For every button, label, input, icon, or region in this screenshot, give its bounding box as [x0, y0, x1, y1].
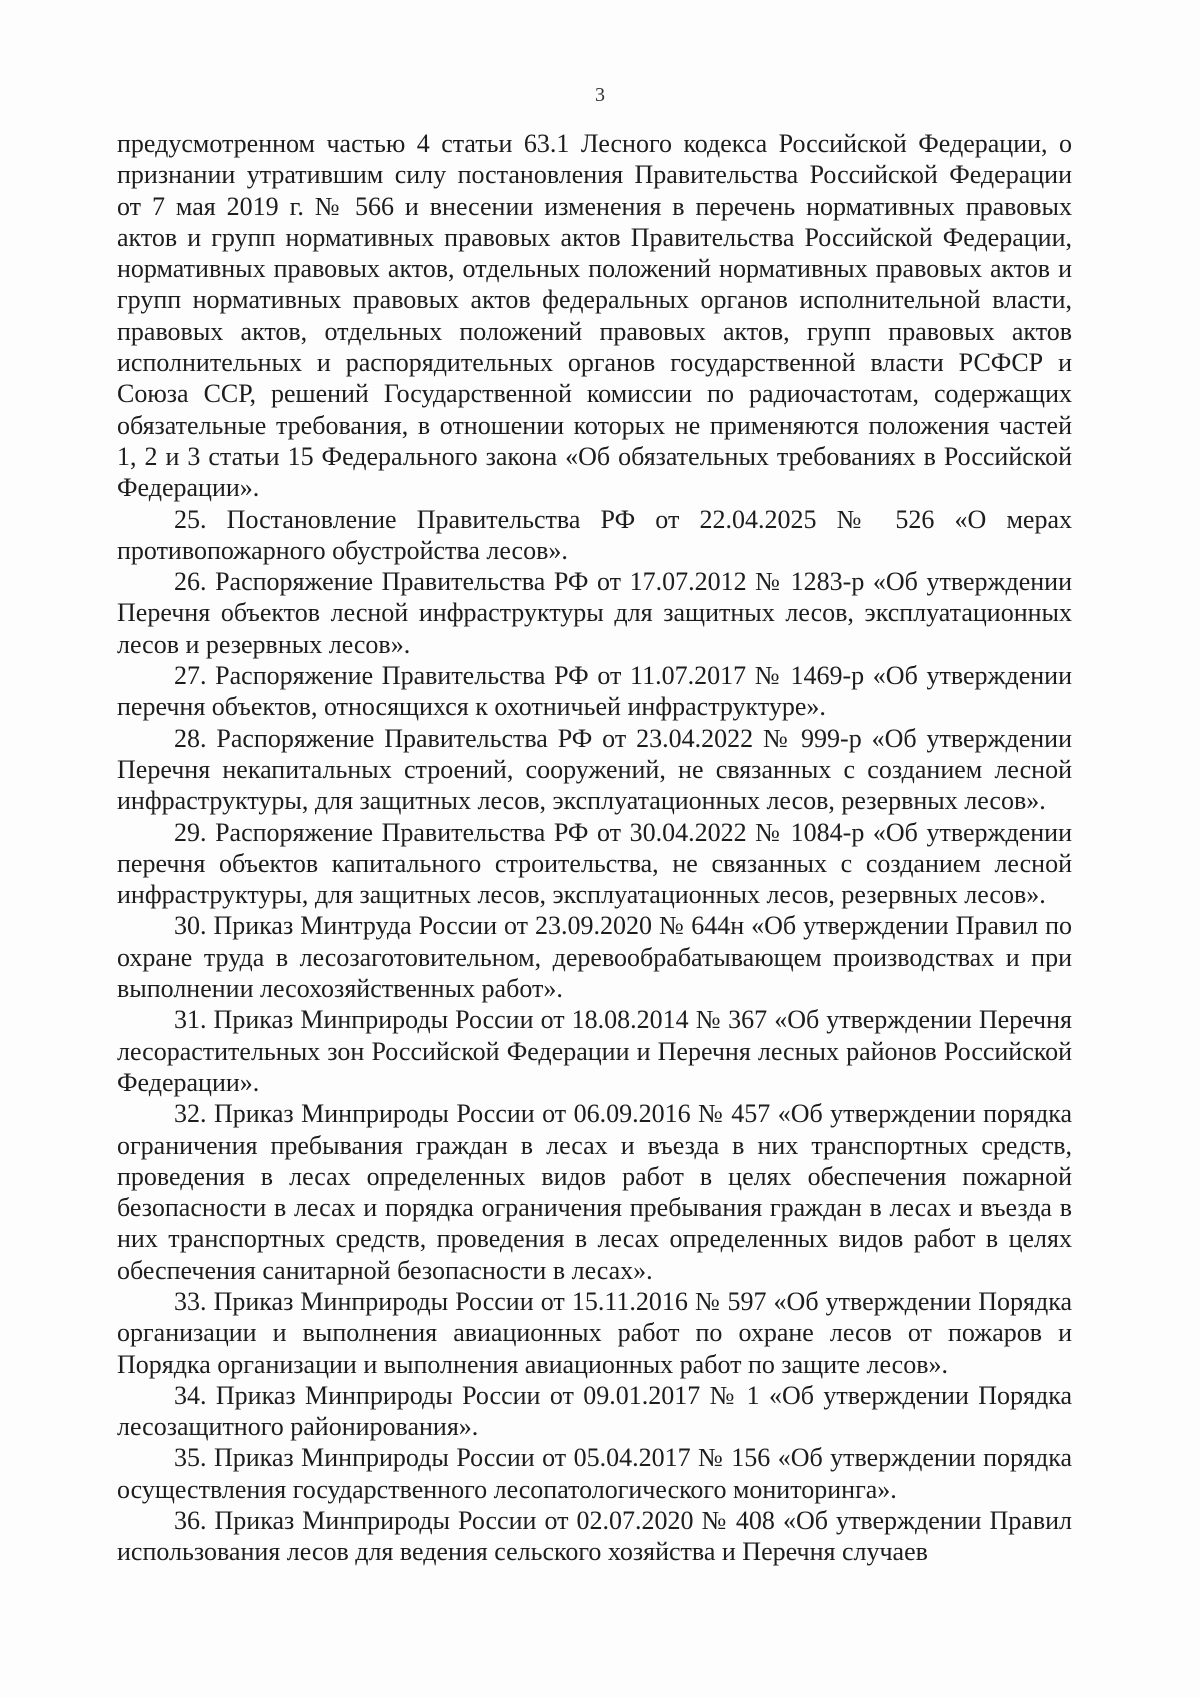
lead-paragraph: предусмотренном частью 4 статьи 63.1 Лесного кодекса Российской Федерации, о признании утратившим силу постановления Правительства Российской Федерации от 7 мая 2019 г. № 566 и внесении изменения в перечень нормативных правовых актов и групп нормативных правовых актов Правительства Российской Федерации, нормативных правовых актов, отдельных положений нормативных правовых актов и групп нормативных правовых актов федеральных органов исполнительной власти, правовых актов, отдельных положений правовых актов, групп правовых актов исполнительных и распорядительных органов государственной власти РСФСР и Союза ССР, решений Государственной комиссии по радиочастотам, содержащих обязательные требования, в отношении которых не применяются положения частей 1, 2 и 3 статьи 15 Федерального закона «Об обязательных требованиях в Российской Федерации».	[117, 129, 1072, 503]
list-item: 32. Приказ Минприроды России от 06.09.2016 № 457 «Об утверждении порядка ограничения пребывания граждан в лесах и въезда в них транспортных средств, проведения в лесах определенных видов работ в целях обеспечения пожарной безопасности в лесах и порядка ограничения пребывания граждан в лесах и въезда в них транспортных средств, проведения в лесах определенных видов работ в целях обеспечения санитарной безопасности в лесах».	[117, 1099, 1072, 1285]
list-item: 27. Распоряжение Правительства РФ от 11.07.2017 № 1469-р «Об утверждении перечня объектов, относящихся к охотничьей инфраструктуре».	[117, 661, 1072, 722]
page-number: 3	[595, 84, 605, 106]
list-item: 31. Приказ Минприроды России от 18.08.2014 № 367 «Об утверждении Перечня лесорастительных зон Российской Федерации и Перечня лесных районов Российской Федерации».	[117, 1005, 1072, 1097]
list-item: 33. Приказ Минприроды России от 15.11.2016 № 597 «Об утверждении Порядка организации и выполнения авиационных работ по охране лесов от пожаров и Порядка организации и выполнения авиационных работ по защите лесов».	[117, 1286, 1072, 1379]
list-item: 26. Распоряжение Правительства РФ от 17.07.2012 № 1283-р «Об утверждении Перечня объектов лесной инфраструктуры для защитных лесов, эксплуатационных лесов и резервных лесов».	[117, 567, 1072, 659]
document-body	[117, 128, 1072, 1568]
list-item: 35. Приказ Минприроды России от 05.04.2017 № 156 «Об утверждении порядка осуществления государственного лесопатологического мониторинга».	[117, 1443, 1072, 1504]
list-item: 36. Приказ Минприроды России от 02.07.2020 № 408 «Об утверждении Правил использования лесов для ведения сельского хозяйства и Перечня случаев	[117, 1506, 1072, 1567]
list-item: 28. Распоряжение Правительства РФ от 23.04.2022 № 999-р «Об утверждении Перечня некапитальных строений, сооружений, не связанных с созданием лесной инфраструктуры, для защитных лесов, эксплуатационных лесов, резервных лесов».	[117, 723, 1072, 816]
list-item: 34. Приказ Минприроды России от 09.01.2017 № 1 «Об утверждении Порядка лесозащитного районирования».	[117, 1380, 1072, 1442]
list-item: 29. Распоряжение Правительства РФ от 30.04.2022 № 1084-р «Об утверждении перечня объектов капитального строительства, не связанных с созданием лесной инфраструктуры, для защитных лесов, эксплуатационных лесов, резервных лесов».	[117, 817, 1072, 910]
list-item: 25. Постановление Правительства РФ от 22.04.2025 № 526 «О мерах противопожарного обустройства лесов».	[117, 504, 1072, 565]
list-item: 30. Приказ Минтруда России от 23.09.2020 № 644н «Об утверждении Правил по охране труда в лесозаготовительном, деревообрабатывающем производствах и при выполнении лесохозяйственных работ».	[117, 911, 1072, 1004]
